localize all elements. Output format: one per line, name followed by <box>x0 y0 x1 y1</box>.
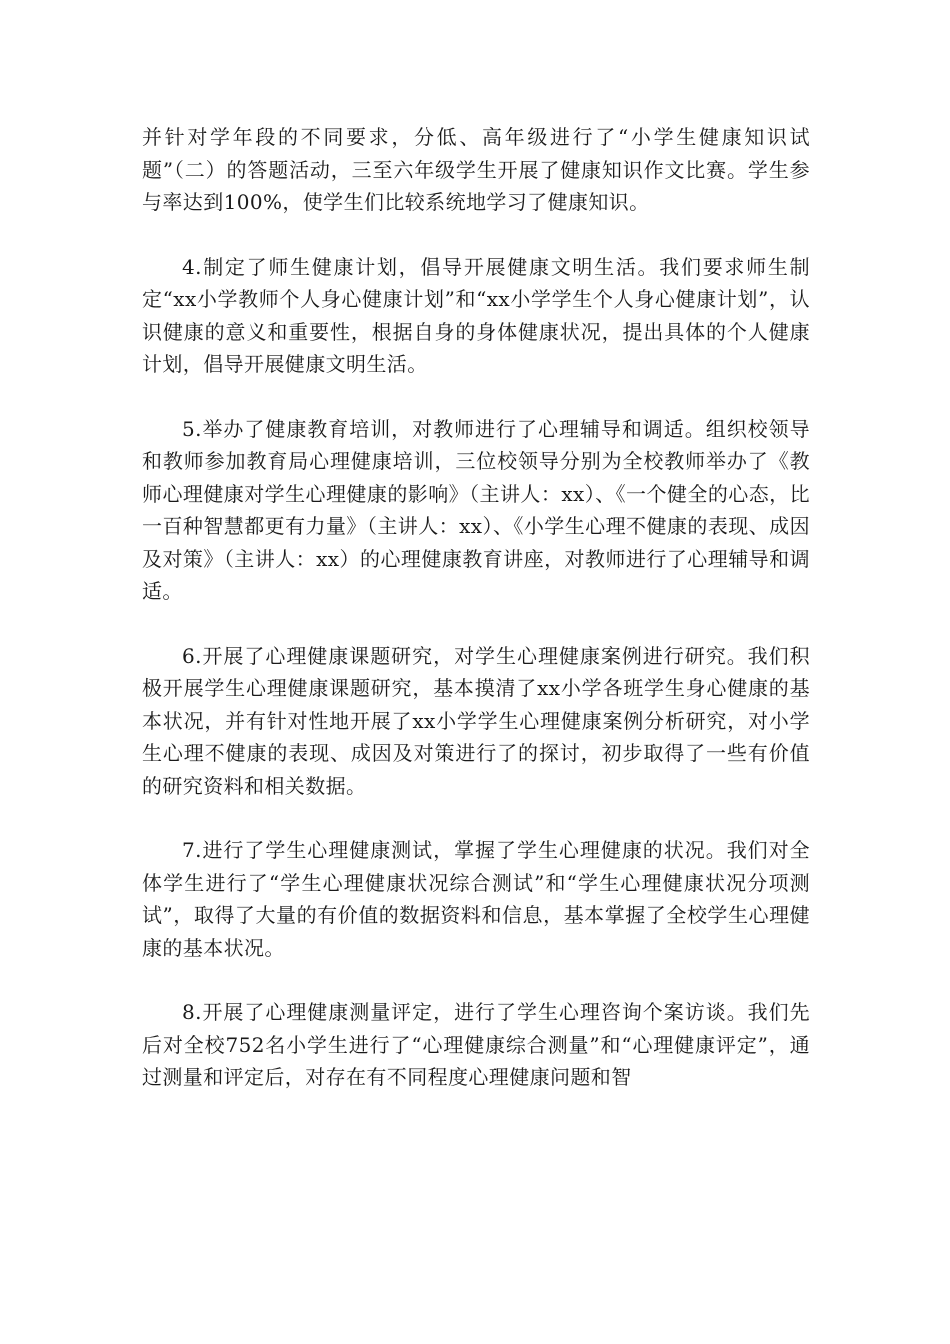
document-body <box>142 121 810 1094</box>
paragraph-item-5: 5.举办了健康教育培训，对教师进行了心理辅导和调适。组织校领导和教师参加教育局心理健康培训，三位校领导分别为全校教师举办了《教师心理健康对学生心理健康的影响》（主讲人：xx）、《一个健全的心态，比一百种智慧都更有力量》（主讲人：xx）、《小学生心理不健康的表现、成因及对策》（主讲人：xx）的心理健康教育讲座，对教师进行了心理辅导和调适。 <box>142 416 810 603</box>
paragraph-item-4: 4.制定了师生健康计划，倡导开展健康文明生活。我们要求师生制定“xx小学教师个人身心健康计划”和“xx小学学生个人身心健康计划”，认识健康的意义和重要性，根据自身的身体健康状况，提出具体的个人健康计划，倡导开展健康文明生活。 <box>142 254 810 376</box>
paragraph-item-8: 8.开展了心理健康测量评定，进行了学生心理咨询个案访谈。我们先后对全校752名小学生进行了“心理健康综合测量”和“心理健康评定”，通过测量和评定后，对存在有不同程度心理健康问题和智 <box>142 1000 810 1089</box>
paragraph-item-7: 7.进行了学生心理健康测试，掌握了学生心理健康的状况。我们对全体学生进行了“学生心理健康状况综合测试”和“学生心理健康状况分项测试”，取得了大量的有价值的数据资料和信息，基本掌握了全校学生心理健康的基本状况。 <box>142 838 810 960</box>
paragraph-continued: 并针对学年段的不同要求，分低、高年级进行了“小学生健康知识试题”（二）的答题活动，三至六年级学生开展了健康知识作文比赛。学生参与率达到100%，使学生们比较系统地学习了健康知识。 <box>142 125 810 214</box>
paragraph-item-6: 6.开展了心理健康课题研究，对学生心理健康案例进行研究。我们积极开展学生心理健康课题研究，基本摸清了xx小学各班学生身心健康的基本状况，并有针对性地开展了xx小学学生心理健康案例分析研究，对小学生心理不健康的表现、成因及对策进行了的探讨，初步取得了一些有价值的研究资料和相关数据。 <box>142 643 810 798</box>
